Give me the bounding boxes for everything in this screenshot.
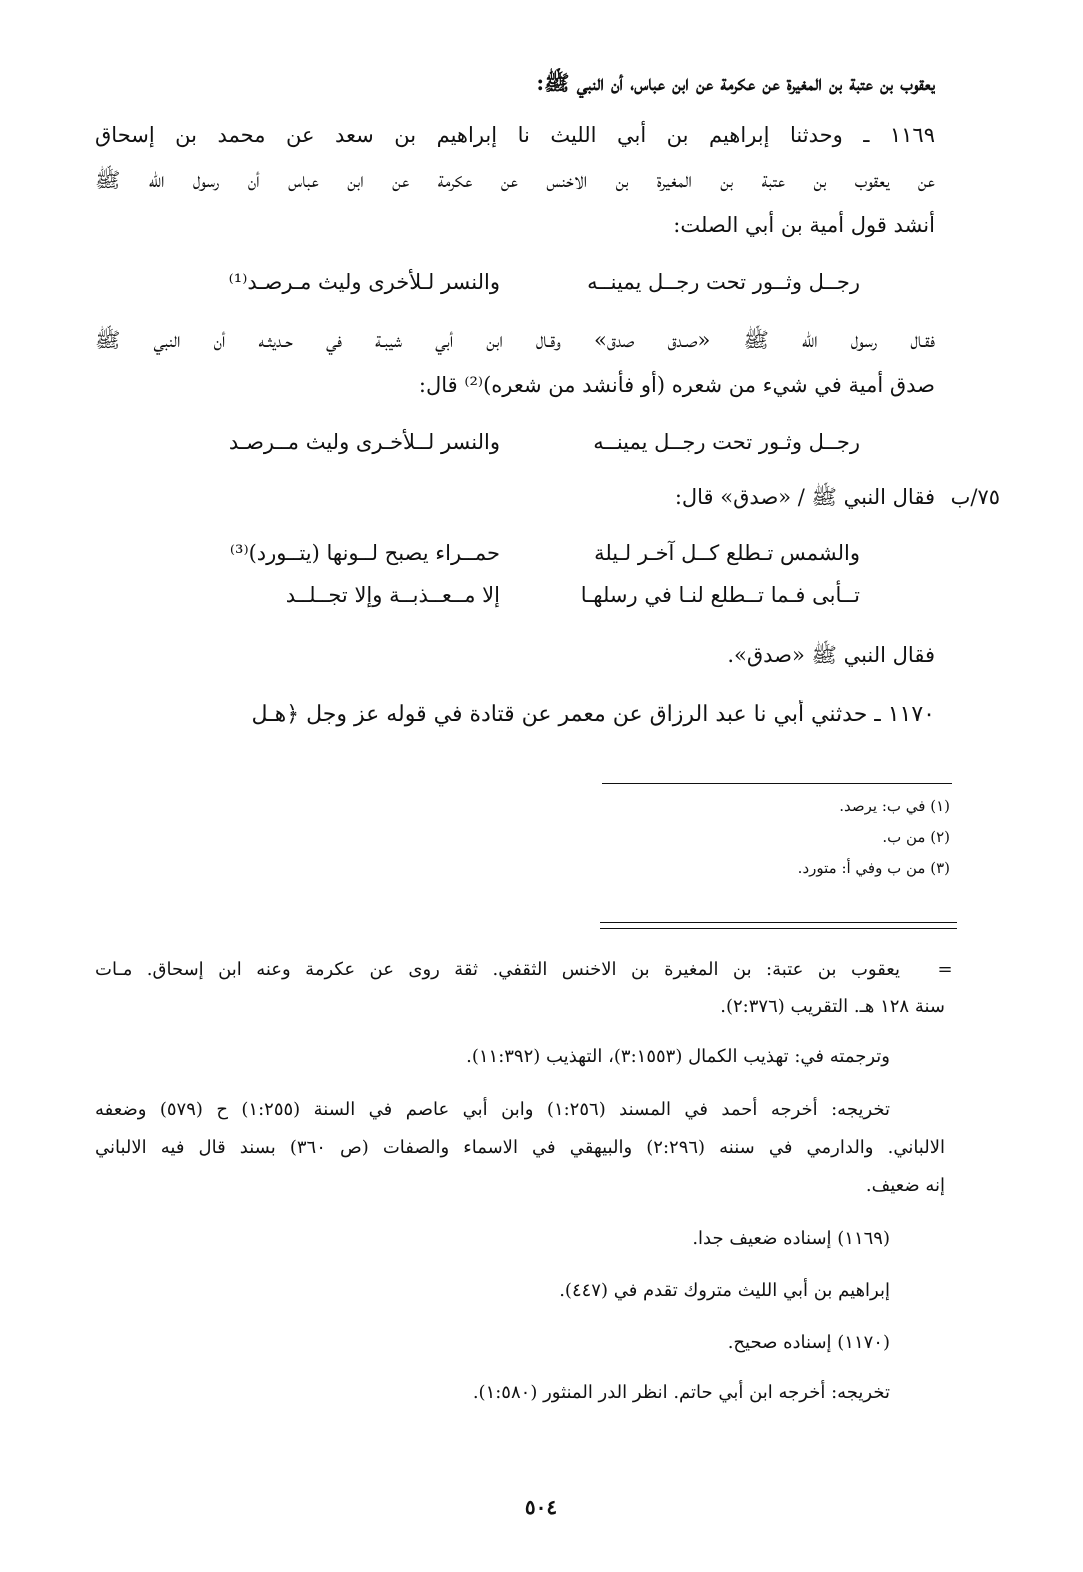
hadith-1169-line-3: أنشد قول أمية بن أبي الصلت: (673, 213, 935, 237)
commentary-7: تخريجه: أخرجه ابن أبي حاتم. انظر الدر المنثور (١:٥٨٠). (472, 1382, 890, 1403)
paragraph-line-1: فقـال رسول اللّه ﷺ «صـدق صدق» وقـال ابن أبي شيبـة في حـديثـه أن النبي ﷺ (95, 328, 935, 352)
footnote-2: (٢) من ب. (882, 828, 950, 846)
commentary-3-line-2: الالباني. والدارمي في سننه (٢:٢٩٦) والبيهقي في الاسماء والصفات (ص ٣٦٠) بسند قال فيه الالباني (95, 1137, 945, 1158)
verse-4-first-hemistich: تــأبى فـما تــطلع لنـا في رسلهـا (580, 583, 860, 607)
hadith-1169-line-2: عن يعقوب بن عتبة بن المغيرة بن الاخنس عن عكرمة عن ابن عباس أن رسول اللّه ﷺ (95, 168, 935, 192)
verse-1-first-hemistich: رجــل وثــور تحت رجــل يمينــه (587, 270, 860, 294)
commentary-2: وترجمته في: تهذيب الكمال (٣:١٥٥٣)، التهذيب (١١:٣٩٢). (466, 1046, 890, 1067)
isnad-line: يعقوب بن عتبة بن المغيرة عن عكرمة عن ابن عباس، أن النبي ﷺ: (536, 70, 935, 95)
verse-4-second-hemistich: إلا مــعــذبــة وإلا تجــلــد (285, 583, 500, 607)
verse-3-second-hemistich: حمــراء يصبح لــونها (يتــورد)⁽³⁾ (229, 541, 500, 565)
continuation-mark: = (937, 959, 953, 980)
verse-1-second-hemistich: والنسر لـلأخرى وليث مـرصـد⁽¹⁾ (228, 270, 500, 294)
hadith-1169-line-1: ١١٦٩ ـ وحدثنا إبراهيم بن أبي الليث نا إبراهيم بن سعد عن محمد بن إسحاق (95, 123, 935, 147)
verse-2-second-hemistich: والنسر لــلأخـرى وليث مــرصـد (228, 430, 500, 454)
marginal-folio-reference: ٧٥/ب (950, 485, 1000, 509)
hadith-1170-line-1: ١١٧٠ ـ حدثني أبي نا عبد الرزاق عن معمر عن قتادة في قوله عز وجل ﴿هـل (251, 702, 935, 727)
verse-3-first-hemistich: والشمس تـطلع كــل آخـر لـيلة (594, 541, 860, 565)
commentary-6: (١١٧٠) إسناده صحيح. (727, 1332, 890, 1353)
commentary-1-line-1: يعقوب بن عتبة: بن المغيرة بن الاخنس الثقفي. ثقة روى عن عكرمة وعنه ابن إسحاق. مـات (95, 959, 900, 980)
footnote-3: (٣) من ب وفي أ: متورد. (797, 859, 950, 877)
footnote-separator (602, 783, 952, 784)
commentary-separator-top (600, 922, 957, 923)
commentary-3-line-3: إنه ضعيف. (865, 1175, 945, 1196)
footnote-1: (١) في ب: يرصد. (839, 797, 950, 815)
commentary-3-line-1: تخريجه: أخرجه أحمد في المسند (١:٢٥٦) وابن أبي عاصم في السنة (١:٢٥٥) ح (٥٧٩) وضعفه (95, 1099, 890, 1120)
page-number: ٥٠٤ (524, 1495, 558, 1519)
commentary-1-line-2: سنة ١٢٨ هـ. التقريب (٢:٣٧٦). (720, 996, 945, 1017)
said-line: فقال النبي ﷺ / «صدق» قال: (674, 485, 935, 509)
commentary-separator-bottom (600, 928, 957, 929)
paragraph-line-2: صدق أمية في شيء من شعره (أو فأنشد من شعره)⁽²⁾ قال: (418, 373, 935, 397)
said-line-2: فقال النبي ﷺ «صدق». (727, 643, 935, 667)
verse-2-first-hemistich: رجــل وثـور تحت رجــل يمينــه (593, 430, 860, 454)
commentary-4: (١١٦٩) إسناده ضعيف جدا. (692, 1228, 890, 1249)
commentary-5: إبراهيم بن أبي الليث متروك تقدم في (٤٤٧). (559, 1280, 890, 1301)
